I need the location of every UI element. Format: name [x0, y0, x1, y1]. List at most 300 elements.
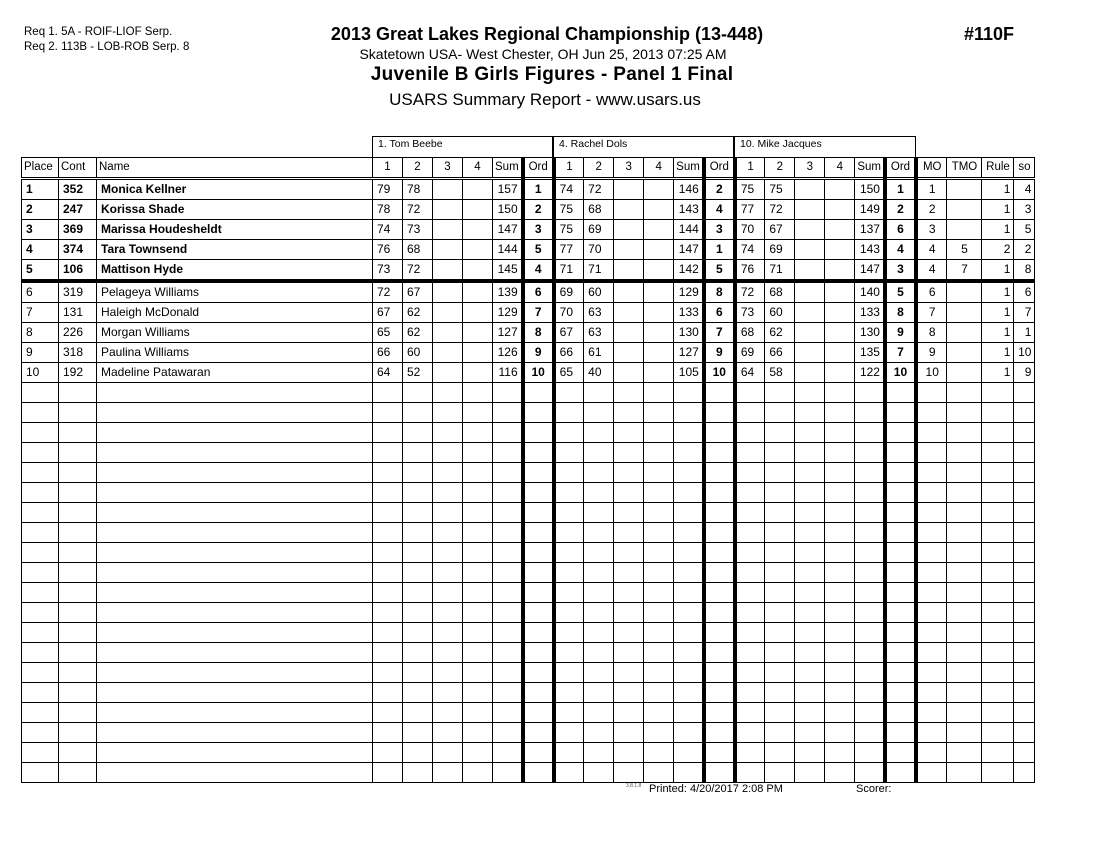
judge3-ordinal: 5 — [885, 281, 916, 303]
col-name: Name — [97, 158, 373, 179]
empty-cell — [433, 463, 463, 483]
empty-cell — [735, 463, 765, 483]
judge3-ordinal: 2 — [885, 200, 916, 220]
empty-cell — [1014, 563, 1035, 583]
judge3-ordinal: 10 — [885, 363, 916, 383]
empty-cell — [947, 463, 982, 483]
empty-cell — [59, 603, 97, 623]
empty-cell — [373, 723, 403, 743]
judge3-sum: 149 — [855, 200, 885, 220]
judge3-score-2: 62 — [765, 323, 795, 343]
empty-cell — [765, 403, 795, 423]
empty-cell — [916, 423, 947, 443]
empty-cell — [493, 763, 523, 783]
judge3-score-4 — [825, 281, 855, 303]
empty-cell — [584, 703, 614, 723]
empty-cell — [704, 543, 735, 563]
total-majority-ordinal — [947, 200, 982, 220]
total-majority-ordinal — [947, 343, 982, 363]
empty-cell — [614, 763, 644, 783]
empty-cell — [704, 743, 735, 763]
empty-cell — [59, 683, 97, 703]
empty-cell — [704, 703, 735, 723]
sum-of-ordinals: 7 — [1014, 303, 1035, 323]
empty-cell — [1014, 583, 1035, 603]
empty-cell — [614, 723, 644, 743]
skater-name: Paulina Williams — [97, 343, 373, 363]
judge3-score-1: 74 — [735, 240, 765, 260]
empty-cell — [493, 523, 523, 543]
empty-cell — [584, 563, 614, 583]
skater-name: Mattison Hyde — [97, 260, 373, 282]
empty-row — [22, 703, 1035, 723]
table-row — [22, 260, 1035, 282]
j2-col-ord: Ord — [704, 158, 735, 179]
judge-header-2: 4. Rachel Dols — [553, 136, 734, 157]
place-cell: 6 — [22, 281, 59, 303]
empty-cell — [584, 463, 614, 483]
empty-cell — [433, 603, 463, 623]
empty-cell — [885, 623, 916, 643]
empty-cell — [22, 603, 59, 623]
empty-cell — [825, 523, 855, 543]
judge2-score-3 — [614, 363, 644, 383]
empty-cell — [523, 383, 554, 403]
judge2-ordinal: 7 — [704, 323, 735, 343]
empty-cell — [22, 683, 59, 703]
empty-cell — [855, 583, 885, 603]
skater-name: Tara Townsend — [97, 240, 373, 260]
judge1-sum: 127 — [493, 323, 523, 343]
empty-cell — [916, 563, 947, 583]
sum-of-ordinals: 9 — [1014, 363, 1035, 383]
judge3-score-1: 76 — [735, 260, 765, 282]
empty-cell — [704, 503, 735, 523]
judge1-score-3 — [433, 220, 463, 240]
judge2-score-4 — [644, 281, 674, 303]
software-version: 3.8.1.8 — [626, 783, 642, 789]
empty-cell — [947, 583, 982, 603]
empty-cell — [795, 703, 825, 723]
empty-cell — [523, 463, 554, 483]
empty-cell — [855, 543, 885, 563]
empty-cell — [644, 683, 674, 703]
judge1-score-4 — [463, 220, 493, 240]
empty-cell — [493, 643, 523, 663]
empty-cell — [795, 623, 825, 643]
j1-col-sum: Sum — [493, 158, 523, 179]
empty-cell — [463, 663, 493, 683]
empty-cell — [674, 583, 704, 603]
empty-cell — [403, 523, 433, 543]
empty-cell — [433, 723, 463, 743]
total-majority-ordinal: 7 — [947, 260, 982, 282]
empty-cell — [765, 623, 795, 643]
empty-cell — [433, 483, 463, 503]
empty-cell — [614, 703, 644, 723]
judge3-score-1: 68 — [735, 323, 765, 343]
empty-cell — [795, 763, 825, 783]
empty-cell — [916, 523, 947, 543]
judge2-score-2: 71 — [584, 260, 614, 282]
empty-cell — [97, 463, 373, 483]
empty-cell — [1014, 403, 1035, 423]
empty-cell — [916, 763, 947, 783]
empty-cell — [584, 763, 614, 783]
empty-cell — [704, 443, 735, 463]
judge3-sum: 150 — [855, 179, 885, 200]
judge1-score-2: 62 — [403, 323, 433, 343]
empty-cell — [674, 683, 704, 703]
empty-cell — [765, 543, 795, 563]
judge3-score-3 — [795, 260, 825, 282]
empty-cell — [704, 523, 735, 543]
judge3-score-2: 60 — [765, 303, 795, 323]
empty-cell — [433, 523, 463, 543]
empty-cell — [735, 483, 765, 503]
empty-cell — [644, 383, 674, 403]
judge3-score-3 — [795, 179, 825, 200]
empty-cell — [433, 663, 463, 683]
judge3-score-3 — [795, 240, 825, 260]
place-cell: 4 — [22, 240, 59, 260]
empty-cell — [916, 583, 947, 603]
judge1-score-1: 73 — [373, 260, 403, 282]
empty-cell — [403, 583, 433, 603]
empty-cell — [644, 563, 674, 583]
empty-cell — [523, 403, 554, 423]
empty-cell — [916, 503, 947, 523]
empty-row — [22, 383, 1035, 403]
empty-cell — [825, 743, 855, 763]
judge3-score-1: 77 — [735, 200, 765, 220]
empty-cell — [373, 583, 403, 603]
empty-cell — [885, 463, 916, 483]
empty-cell — [855, 663, 885, 683]
empty-cell — [674, 563, 704, 583]
empty-cell — [22, 623, 59, 643]
majority-ordinal: 7 — [916, 303, 947, 323]
location-date: Skatetown USA- West Chester, OH Jun 25, 2013 07:25 AM — [359, 46, 727, 62]
empty-cell — [982, 503, 1014, 523]
j3-col-4: 4 — [825, 158, 855, 179]
empty-cell — [584, 663, 614, 683]
empty-cell — [614, 683, 644, 703]
empty-cell — [523, 543, 554, 563]
empty-cell — [795, 483, 825, 503]
event-number: #110F — [964, 24, 1015, 44]
place-cell: 7 — [22, 303, 59, 323]
empty-cell — [463, 383, 493, 403]
empty-cell — [795, 383, 825, 403]
majority-ordinal: 4 — [916, 240, 947, 260]
empty-cell — [373, 403, 403, 423]
judge3-score-2: 72 — [765, 200, 795, 220]
judge2-score-2: 68 — [584, 200, 614, 220]
empty-cell — [825, 483, 855, 503]
judge3-score-4 — [825, 200, 855, 220]
place-cell: 8 — [22, 323, 59, 343]
empty-cell — [373, 663, 403, 683]
judge1-score-2: 68 — [403, 240, 433, 260]
judge2-score-3 — [614, 260, 644, 282]
empty-cell — [825, 543, 855, 563]
empty-cell — [433, 383, 463, 403]
empty-cell — [463, 743, 493, 763]
empty-cell — [825, 683, 855, 703]
empty-cell — [674, 463, 704, 483]
empty-cell — [22, 523, 59, 543]
empty-cell — [97, 603, 373, 623]
judge2-score-1: 77 — [554, 240, 584, 260]
empty-cell — [403, 623, 433, 643]
table-row — [22, 200, 1035, 220]
skater-name: Morgan Williams — [97, 323, 373, 343]
judge2-score-2: 72 — [584, 179, 614, 200]
empty-cell — [795, 743, 825, 763]
empty-cell — [584, 723, 614, 743]
empty-cell — [493, 603, 523, 623]
empty-cell — [795, 563, 825, 583]
empty-cell — [433, 503, 463, 523]
empty-cell — [614, 463, 644, 483]
empty-cell — [463, 723, 493, 743]
sum-of-ordinals: 10 — [1014, 343, 1035, 363]
empty-cell — [765, 743, 795, 763]
empty-cell — [59, 523, 97, 543]
printed-timestamp: Printed: 4/20/2017 2:08 PM — [649, 783, 783, 795]
sum-of-ordinals: 5 — [1014, 220, 1035, 240]
empty-cell — [523, 623, 554, 643]
empty-cell — [765, 763, 795, 783]
empty-cell — [855, 643, 885, 663]
judge3-sum: 147 — [855, 260, 885, 282]
judge2-ordinal: 5 — [704, 260, 735, 282]
empty-row — [22, 463, 1035, 483]
empty-cell — [22, 423, 59, 443]
skater-name: Monica Kellner — [97, 179, 373, 200]
empty-cell — [795, 723, 825, 743]
judge-header-3: 10. Mike Jacques — [734, 136, 916, 157]
judge1-score-2: 72 — [403, 260, 433, 282]
empty-cell — [554, 503, 584, 523]
empty-cell — [825, 703, 855, 723]
judge3-score-4 — [825, 260, 855, 282]
empty-cell — [554, 683, 584, 703]
total-majority-ordinal — [947, 281, 982, 303]
empty-cell — [554, 523, 584, 543]
place-cell: 5 — [22, 260, 59, 282]
empty-cell — [584, 483, 614, 503]
empty-cell — [433, 583, 463, 603]
empty-cell — [885, 543, 916, 563]
judge3-ordinal: 3 — [885, 260, 916, 282]
empty-cell — [493, 743, 523, 763]
empty-cell — [982, 383, 1014, 403]
empty-cell — [644, 663, 674, 683]
empty-cell — [554, 583, 584, 603]
col-rule: Rule — [982, 158, 1014, 179]
empty-cell — [433, 703, 463, 723]
empty-cell — [825, 623, 855, 643]
empty-cell — [674, 523, 704, 543]
empty-cell — [947, 763, 982, 783]
empty-cell — [855, 563, 885, 583]
empty-cell — [373, 483, 403, 503]
empty-cell — [735, 523, 765, 543]
empty-cell — [947, 623, 982, 643]
empty-cell — [704, 643, 735, 663]
j2-col-2: 2 — [584, 158, 614, 179]
rule-cell: 1 — [982, 281, 1014, 303]
judge1-sum: 139 — [493, 281, 523, 303]
empty-row — [22, 483, 1035, 503]
judge2-score-4 — [644, 200, 674, 220]
judge2-score-2: 63 — [584, 323, 614, 343]
judge2-score-3 — [614, 200, 644, 220]
j1-col-2: 2 — [403, 158, 433, 179]
empty-cell — [765, 703, 795, 723]
empty-cell — [97, 643, 373, 663]
empty-cell — [403, 503, 433, 523]
empty-cell — [493, 403, 523, 423]
empty-cell — [59, 463, 97, 483]
j3-col-sum: Sum — [855, 158, 885, 179]
empty-cell — [735, 763, 765, 783]
judge1-ordinal: 8 — [523, 323, 554, 343]
empty-cell — [885, 423, 916, 443]
results-body — [22, 179, 1035, 783]
empty-cell — [373, 543, 403, 563]
empty-cell — [947, 443, 982, 463]
empty-cell — [97, 583, 373, 603]
empty-cell — [614, 543, 644, 563]
empty-cell — [1014, 603, 1035, 623]
empty-cell — [795, 443, 825, 463]
empty-cell — [982, 563, 1014, 583]
judge1-ordinal: 7 — [523, 303, 554, 323]
empty-cell — [1014, 743, 1035, 763]
empty-cell — [97, 623, 373, 643]
empty-cell — [554, 423, 584, 443]
judge1-score-4 — [463, 303, 493, 323]
empty-cell — [493, 483, 523, 503]
judge-header-1: 1. Tom Beebe — [372, 136, 553, 157]
empty-cell — [523, 443, 554, 463]
empty-cell — [982, 583, 1014, 603]
empty-cell — [1014, 483, 1035, 503]
empty-cell — [644, 523, 674, 543]
empty-cell — [97, 503, 373, 523]
empty-row — [22, 443, 1035, 463]
judge2-score-2: 63 — [584, 303, 614, 323]
empty-cell — [1014, 703, 1035, 723]
empty-cell — [825, 563, 855, 583]
empty-row — [22, 403, 1035, 423]
empty-cell — [97, 543, 373, 563]
empty-cell — [674, 443, 704, 463]
judge3-score-4 — [825, 343, 855, 363]
empty-cell — [433, 443, 463, 463]
empty-cell — [614, 643, 644, 663]
empty-cell — [554, 643, 584, 663]
empty-cell — [493, 703, 523, 723]
empty-cell — [403, 763, 433, 783]
judge2-ordinal: 9 — [704, 343, 735, 363]
place-cell: 10 — [22, 363, 59, 383]
judge2-score-3 — [614, 220, 644, 240]
empty-cell — [795, 603, 825, 623]
total-majority-ordinal — [947, 179, 982, 200]
table-row — [22, 363, 1035, 383]
empty-cell — [1014, 643, 1035, 663]
empty-cell — [97, 663, 373, 683]
empty-cell — [554, 543, 584, 563]
empty-cell — [735, 623, 765, 643]
empty-row — [22, 583, 1035, 603]
empty-cell — [825, 643, 855, 663]
empty-cell — [22, 483, 59, 503]
empty-cell — [403, 563, 433, 583]
empty-cell — [825, 763, 855, 783]
empty-cell — [1014, 543, 1035, 563]
empty-cell — [59, 403, 97, 423]
empty-cell — [982, 403, 1014, 423]
judge3-score-3 — [795, 363, 825, 383]
empty-cell — [97, 423, 373, 443]
empty-cell — [373, 563, 403, 583]
judge2-sum: 142 — [674, 260, 704, 282]
empty-cell — [554, 383, 584, 403]
judge3-sum: 140 — [855, 281, 885, 303]
empty-cell — [735, 603, 765, 623]
empty-cell — [735, 383, 765, 403]
judge2-ordinal: 2 — [704, 179, 735, 200]
j1-col-ord: Ord — [523, 158, 554, 179]
empty-cell — [614, 583, 644, 603]
empty-cell — [523, 583, 554, 603]
empty-cell — [885, 503, 916, 523]
empty-row — [22, 503, 1035, 523]
empty-cell — [523, 423, 554, 443]
judge3-score-4 — [825, 363, 855, 383]
table-row — [22, 343, 1035, 363]
empty-cell — [644, 623, 674, 643]
empty-row — [22, 763, 1035, 783]
empty-cell — [947, 743, 982, 763]
empty-cell — [433, 763, 463, 783]
empty-cell — [373, 463, 403, 483]
empty-cell — [523, 683, 554, 703]
empty-cell — [463, 703, 493, 723]
judge3-score-4 — [825, 323, 855, 343]
judge3-score-1: 72 — [735, 281, 765, 303]
empty-cell — [855, 483, 885, 503]
empty-cell — [885, 483, 916, 503]
judge2-ordinal: 3 — [704, 220, 735, 240]
empty-cell — [885, 763, 916, 783]
empty-cell — [59, 483, 97, 503]
judge3-score-4 — [825, 303, 855, 323]
empty-cell — [855, 703, 885, 723]
j1-col-4: 4 — [463, 158, 493, 179]
empty-cell — [523, 643, 554, 663]
empty-cell — [463, 543, 493, 563]
judge1-score-2: 60 — [403, 343, 433, 363]
col-cont: Cont — [59, 158, 97, 179]
empty-cell — [644, 743, 674, 763]
judge3-ordinal: 4 — [885, 240, 916, 260]
